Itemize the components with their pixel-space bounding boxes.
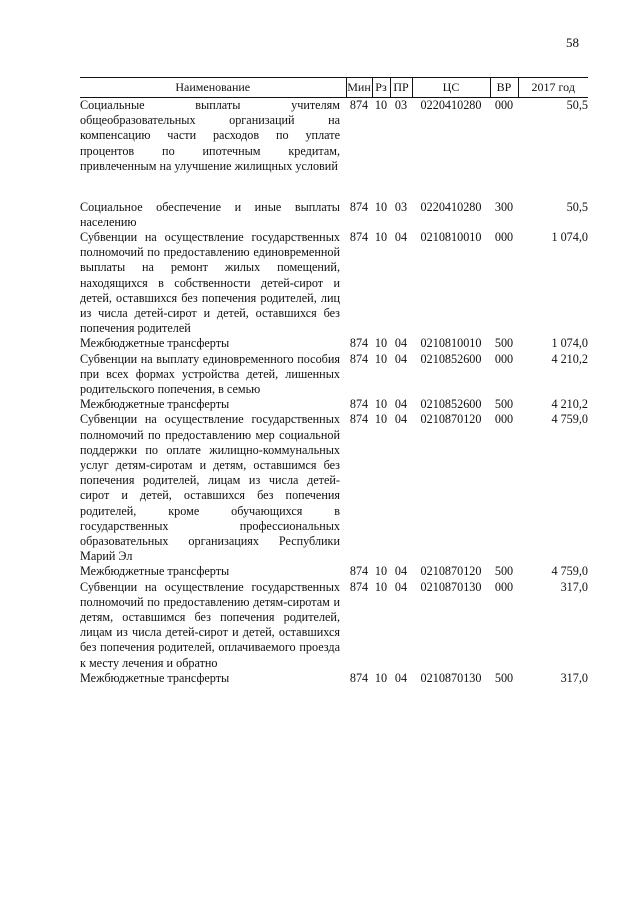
header-year: 2017 год	[518, 78, 588, 98]
header-rz: Рз	[372, 78, 390, 98]
table-row	[80, 671, 588, 686]
header-vr: ВР	[490, 78, 518, 98]
row-cs: 0210810010	[420, 336, 482, 351]
row-min: 874	[349, 336, 369, 351]
row-rz: 10	[374, 199, 388, 214]
row-rz: 10	[374, 351, 388, 366]
row-cs: 0210870130	[420, 579, 482, 594]
table-row	[80, 564, 588, 579]
table-row	[80, 352, 588, 398]
table-row	[80, 580, 588, 671]
row-cs: 0220410280	[420, 199, 482, 214]
row-rz: 10	[374, 229, 388, 244]
header-name: Наименование	[80, 78, 346, 98]
row-cs: 0210870120	[420, 412, 482, 427]
table-row	[80, 98, 588, 200]
row-min: 874	[349, 351, 369, 366]
row-rz: 10	[374, 412, 388, 427]
row-rz: 10	[374, 397, 388, 412]
row-cs: 0210870130	[420, 670, 482, 685]
row-cs: 0210810010	[420, 229, 482, 244]
table-body	[80, 98, 588, 687]
row-vr: 300	[494, 199, 514, 214]
table-row	[80, 336, 588, 351]
row-vr: 000	[494, 351, 514, 366]
header-cs: ЦС	[412, 78, 490, 98]
row-cs: 0210870120	[420, 564, 482, 579]
table-header	[80, 78, 588, 98]
row-amount: 1 074,0	[551, 229, 588, 244]
row-rz: 10	[374, 670, 388, 685]
row-vr: 500	[494, 336, 514, 351]
header-min: Мин	[346, 78, 372, 98]
row-rz: 10	[374, 579, 388, 594]
row-amount: 50,5	[566, 199, 588, 214]
row-min: 874	[349, 397, 369, 412]
budget-table	[80, 77, 588, 686]
row-pr: 04	[394, 336, 408, 351]
row-rz: 10	[374, 564, 388, 579]
row-amount: 50,5	[566, 98, 588, 112]
row-amount: 1 074,0	[551, 336, 588, 351]
row-min: 874	[349, 199, 369, 214]
row-min: 874	[349, 98, 369, 112]
row-vr: 000	[494, 412, 514, 427]
row-amount: 317,0	[560, 670, 588, 685]
row-pr: 04	[394, 670, 408, 685]
row-pr: 04	[394, 229, 408, 244]
row-pr: 03	[394, 98, 408, 112]
row-pr: 04	[394, 564, 408, 579]
row-amount: 4 210,2	[551, 351, 588, 366]
row-vr: 000	[494, 98, 514, 112]
row-amount: 4 759,0	[551, 412, 588, 427]
row-vr: 500	[494, 564, 514, 579]
row-pr: 04	[394, 579, 408, 594]
row-pr: 04	[394, 397, 408, 412]
row-amount: 4 759,0	[551, 564, 588, 579]
row-pr: 03	[394, 199, 408, 214]
row-vr: 500	[494, 670, 514, 685]
row-name: Межбюджетные трансферты	[80, 670, 230, 685]
row-name: Межбюджетные трансферты	[80, 397, 230, 412]
table-row	[80, 397, 588, 412]
row-pr: 04	[394, 351, 408, 366]
row-name: Межбюджетные трансферты	[80, 564, 230, 579]
row-min: 874	[349, 670, 369, 685]
row-min: 874	[349, 412, 369, 427]
row-name: Субвенции на осуществление государственных полномочий по предоставлению детям-сиротам и детям, оставшимся без попечения родителей, лицам из числа детей-сирот и детей, оставшихся без попечения родителей, оплачиваемого проезда к месту лечения и обратно	[80, 579, 340, 670]
row-name: Субвенции на осуществление государственных полномочий по предоставлению мер социальной поддержки по оплате жилищно-коммунальных услуг детям-сиротам и детям, оставшимся без попечения родителей, лицам из числа детей-сирот и детей, оставшихся без попечения родителей, кроме обучающихся в государственных профессиональных образовательных организациях Республики Марий Эл	[80, 412, 340, 564]
page-number: 58	[566, 35, 579, 50]
table-row	[80, 200, 588, 230]
row-vr: 500	[494, 397, 514, 412]
table-row	[80, 230, 588, 336]
row-rz: 10	[374, 98, 388, 112]
row-name: Социальные выплаты учителям общеобразовательных организаций на компенсацию части расходов по уплате процентов по ипотечным кредитам, привлеченным на улучшение жилищных условий	[80, 98, 340, 173]
row-min: 874	[349, 564, 369, 579]
row-amount: 317,0	[560, 579, 588, 594]
row-amount: 4 210,2	[551, 397, 588, 412]
table-row	[80, 412, 588, 564]
row-cs: 0210852600	[420, 397, 482, 412]
row-name: Субвенции на осуществление государственных полномочий по предоставлению единовременной выплаты на ремонт жилых помещений, находящихся в собственности детей-сирот и детей, оставшихся без попечения родителей, лиц из числа детей-сирот и детей, оставшихся без попечения родителей	[80, 229, 340, 336]
row-min: 874	[349, 229, 369, 244]
row-cs: 0210852600	[420, 351, 482, 366]
row-name: Субвенции на выплату единовременного пособия при всех формах устройства детей, лишенных родительского попечения, в семью	[80, 351, 340, 396]
row-pr: 04	[394, 412, 408, 427]
row-cs: 0220410280	[420, 98, 482, 112]
row-name: Межбюджетные трансферты	[80, 336, 230, 351]
row-vr: 000	[494, 579, 514, 594]
header-pr: ПР	[390, 78, 412, 98]
row-vr: 000	[494, 229, 514, 244]
row-rz: 10	[374, 336, 388, 351]
row-min: 874	[349, 579, 369, 594]
row-name: Социальное обеспечение и иные выплаты населению	[80, 199, 340, 229]
